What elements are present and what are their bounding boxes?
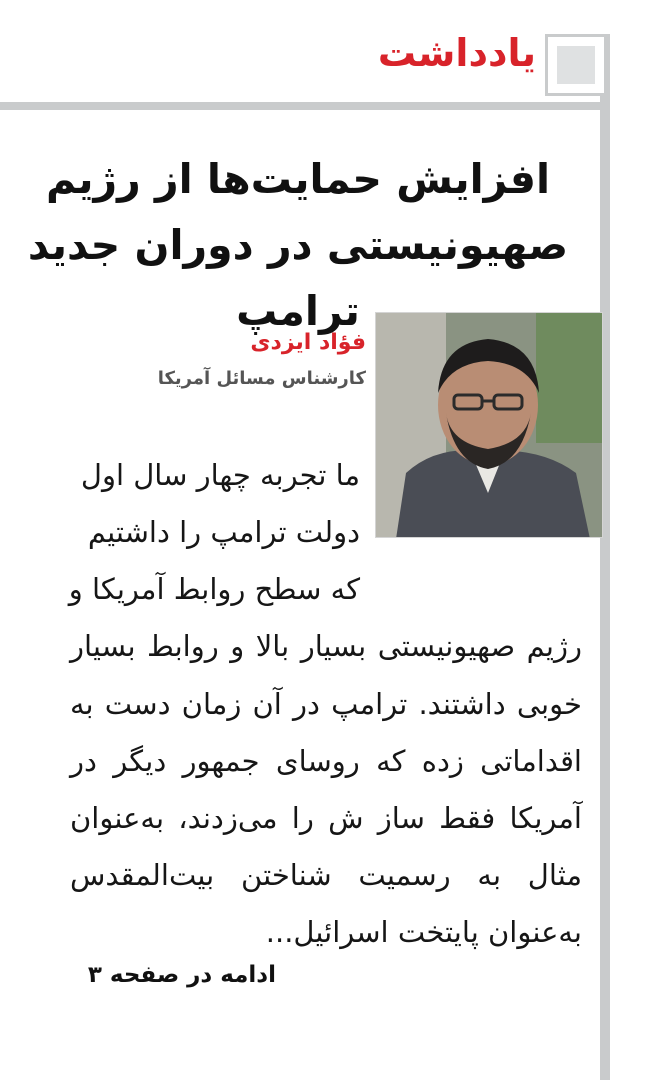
body-line: ما تجربه چهار سال اول — [80, 458, 360, 492]
author-role: کارشناس مسائل آمریکا — [157, 368, 366, 389]
headline-line-2: صهیونیستی در دوران جدید ترامپ — [27, 221, 569, 335]
section-label: یادداشت — [377, 31, 536, 75]
body-line: مثال به رسمیت شناختن بیت‌المقدس — [70, 858, 582, 892]
author-portrait-icon — [376, 313, 603, 538]
body-line: دولت ترامپ را داشتیم — [87, 515, 360, 549]
body-line: رژیم صهیونیستی بسیار بالا و روابط بسیار — [70, 629, 582, 663]
body-line: اقداماتی زده که روسای جمهور دیگر در — [70, 744, 582, 778]
section-marker-fill — [557, 46, 595, 84]
section-marker-icon — [545, 34, 607, 96]
body-line: آمریکا فقط ساز ش را می‌زدند، به‌عنوان — [70, 801, 582, 835]
right-rail-divider — [600, 34, 610, 1080]
body-line: خوبی داشتند. ترامپ در آن زمان دست به — [70, 687, 582, 721]
author-photo — [375, 312, 603, 538]
headline-line-1: افزایش حمایت‌ها از رژیم — [45, 155, 551, 203]
body-line: به‌عنوان پایتخت اسرائیل... — [265, 915, 582, 949]
body-line: که سطح روابط آمریکا و — [68, 572, 360, 606]
continued-on-page: ادامه در صفحه ۳ — [87, 962, 276, 988]
author-name: فؤاد ایزدی — [250, 330, 366, 355]
